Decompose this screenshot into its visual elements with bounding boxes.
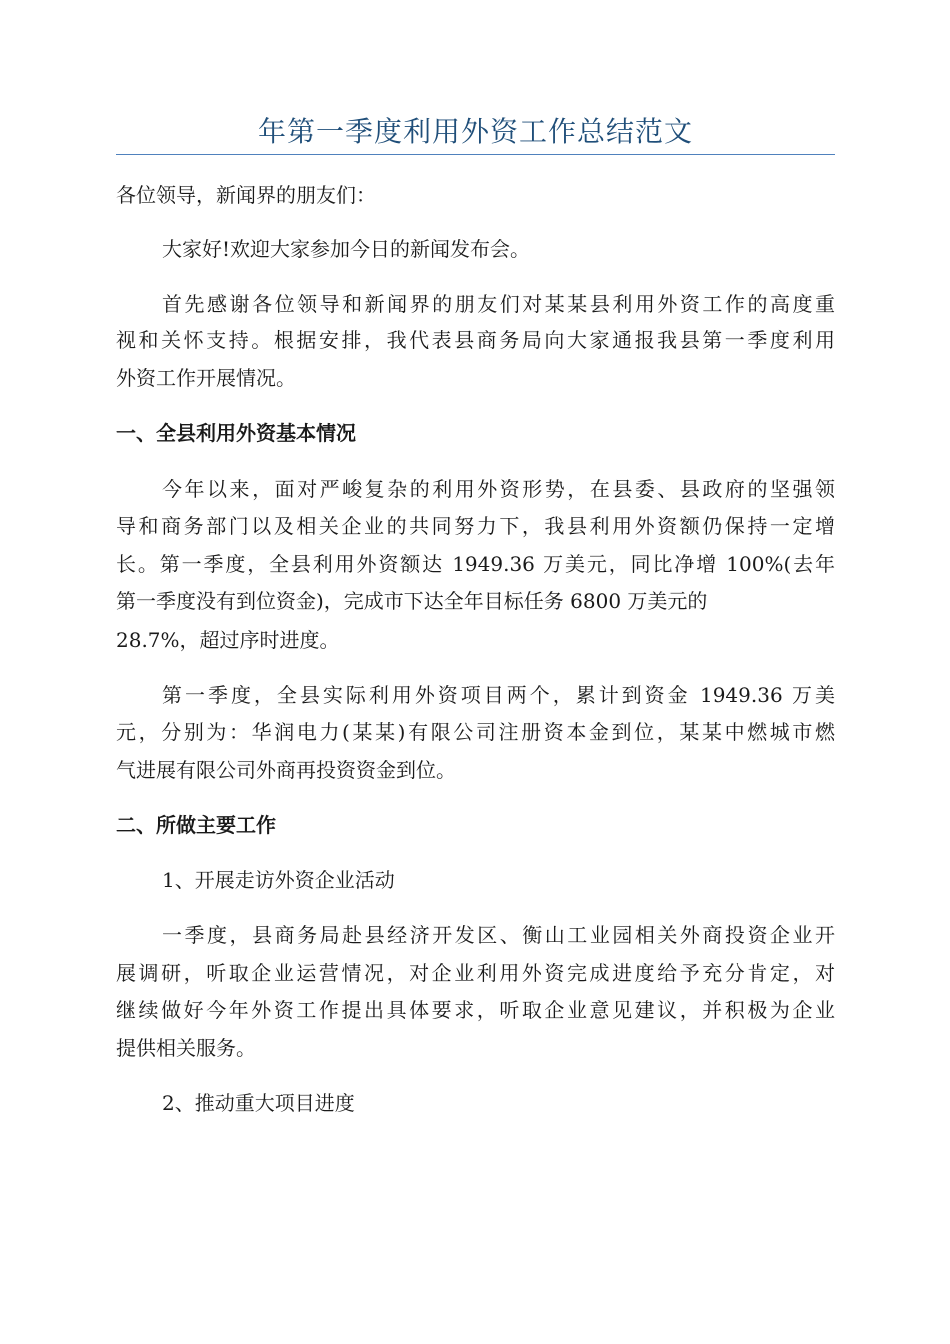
subsection1-paragraph-line: 一季度，县商务局赴县经济开发区、衡山工业园相关外商投资企业开 <box>162 923 835 947</box>
subsection-heading-2: 2、推动重大项目进度 <box>162 1091 355 1115</box>
section1-paragraph1-line: 导和商务部门以及相关企业的共同努力下，我县利用外资额仍保持一定增 <box>116 514 835 538</box>
section1-paragraph1-line: 28.7%，超过序时进度。 <box>116 628 340 652</box>
section1-paragraph2-line: 第一季度，全县实际利用外资项目两个，累计到资金 1949.36 万美 <box>162 683 835 707</box>
section-heading-1: 一、全县利用外资基本情况 <box>116 421 356 445</box>
intro-paragraph-line: 视和关怀支持。根据安排，我代表县商务局向大家通报我县第一季度利用 <box>116 328 835 352</box>
salutation: 各位领导，新闻界的朋友们： <box>116 183 376 207</box>
subsection1-paragraph-line: 继续做好今年外资工作提出具体要求，听取企业意见建议，并积极为企业 <box>116 998 835 1022</box>
section-heading-2: 二、所做主要工作 <box>116 813 276 837</box>
section1-paragraph1-line: 今年以来，面对严峻复杂的利用外资形势，在县委、县政府的坚强领 <box>162 477 835 501</box>
document-title: 年第一季度利用外资工作总结范文 <box>257 115 693 148</box>
section1-paragraph2-line: 元，分别为：华润电力(某某)有限公司注册资本金到位，某某中燃城市燃 <box>116 720 835 744</box>
intro-paragraph-line: 外资工作开展情况。 <box>116 366 296 390</box>
subsection-heading-1: 1、开展走访外资企业活动 <box>162 868 395 892</box>
subsection1-paragraph-line: 提供相关服务。 <box>116 1036 256 1060</box>
section1-paragraph2-line: 气进展有限公司外商再投资资金到位。 <box>116 758 456 782</box>
section1-paragraph1-line: 长。第一季度，全县利用外资额达 1949.36 万美元，同比净增 100%(去年 <box>116 552 835 576</box>
title-underline <box>116 154 835 155</box>
subsection1-paragraph-line: 展调研，听取企业运营情况，对企业利用外资完成进度给予充分肯定，对 <box>116 961 835 985</box>
intro-paragraph-line: 首先感谢各位领导和新闻界的朋友们对某某县利用外资工作的高度重 <box>162 292 835 316</box>
section1-paragraph1-line: 第一季度没有到位资金)，完成市下达全年目标任务 6800 万美元的 <box>116 589 708 613</box>
greeting-paragraph: 大家好!欢迎大家参加今日的新闻发布会。 <box>162 237 531 261</box>
